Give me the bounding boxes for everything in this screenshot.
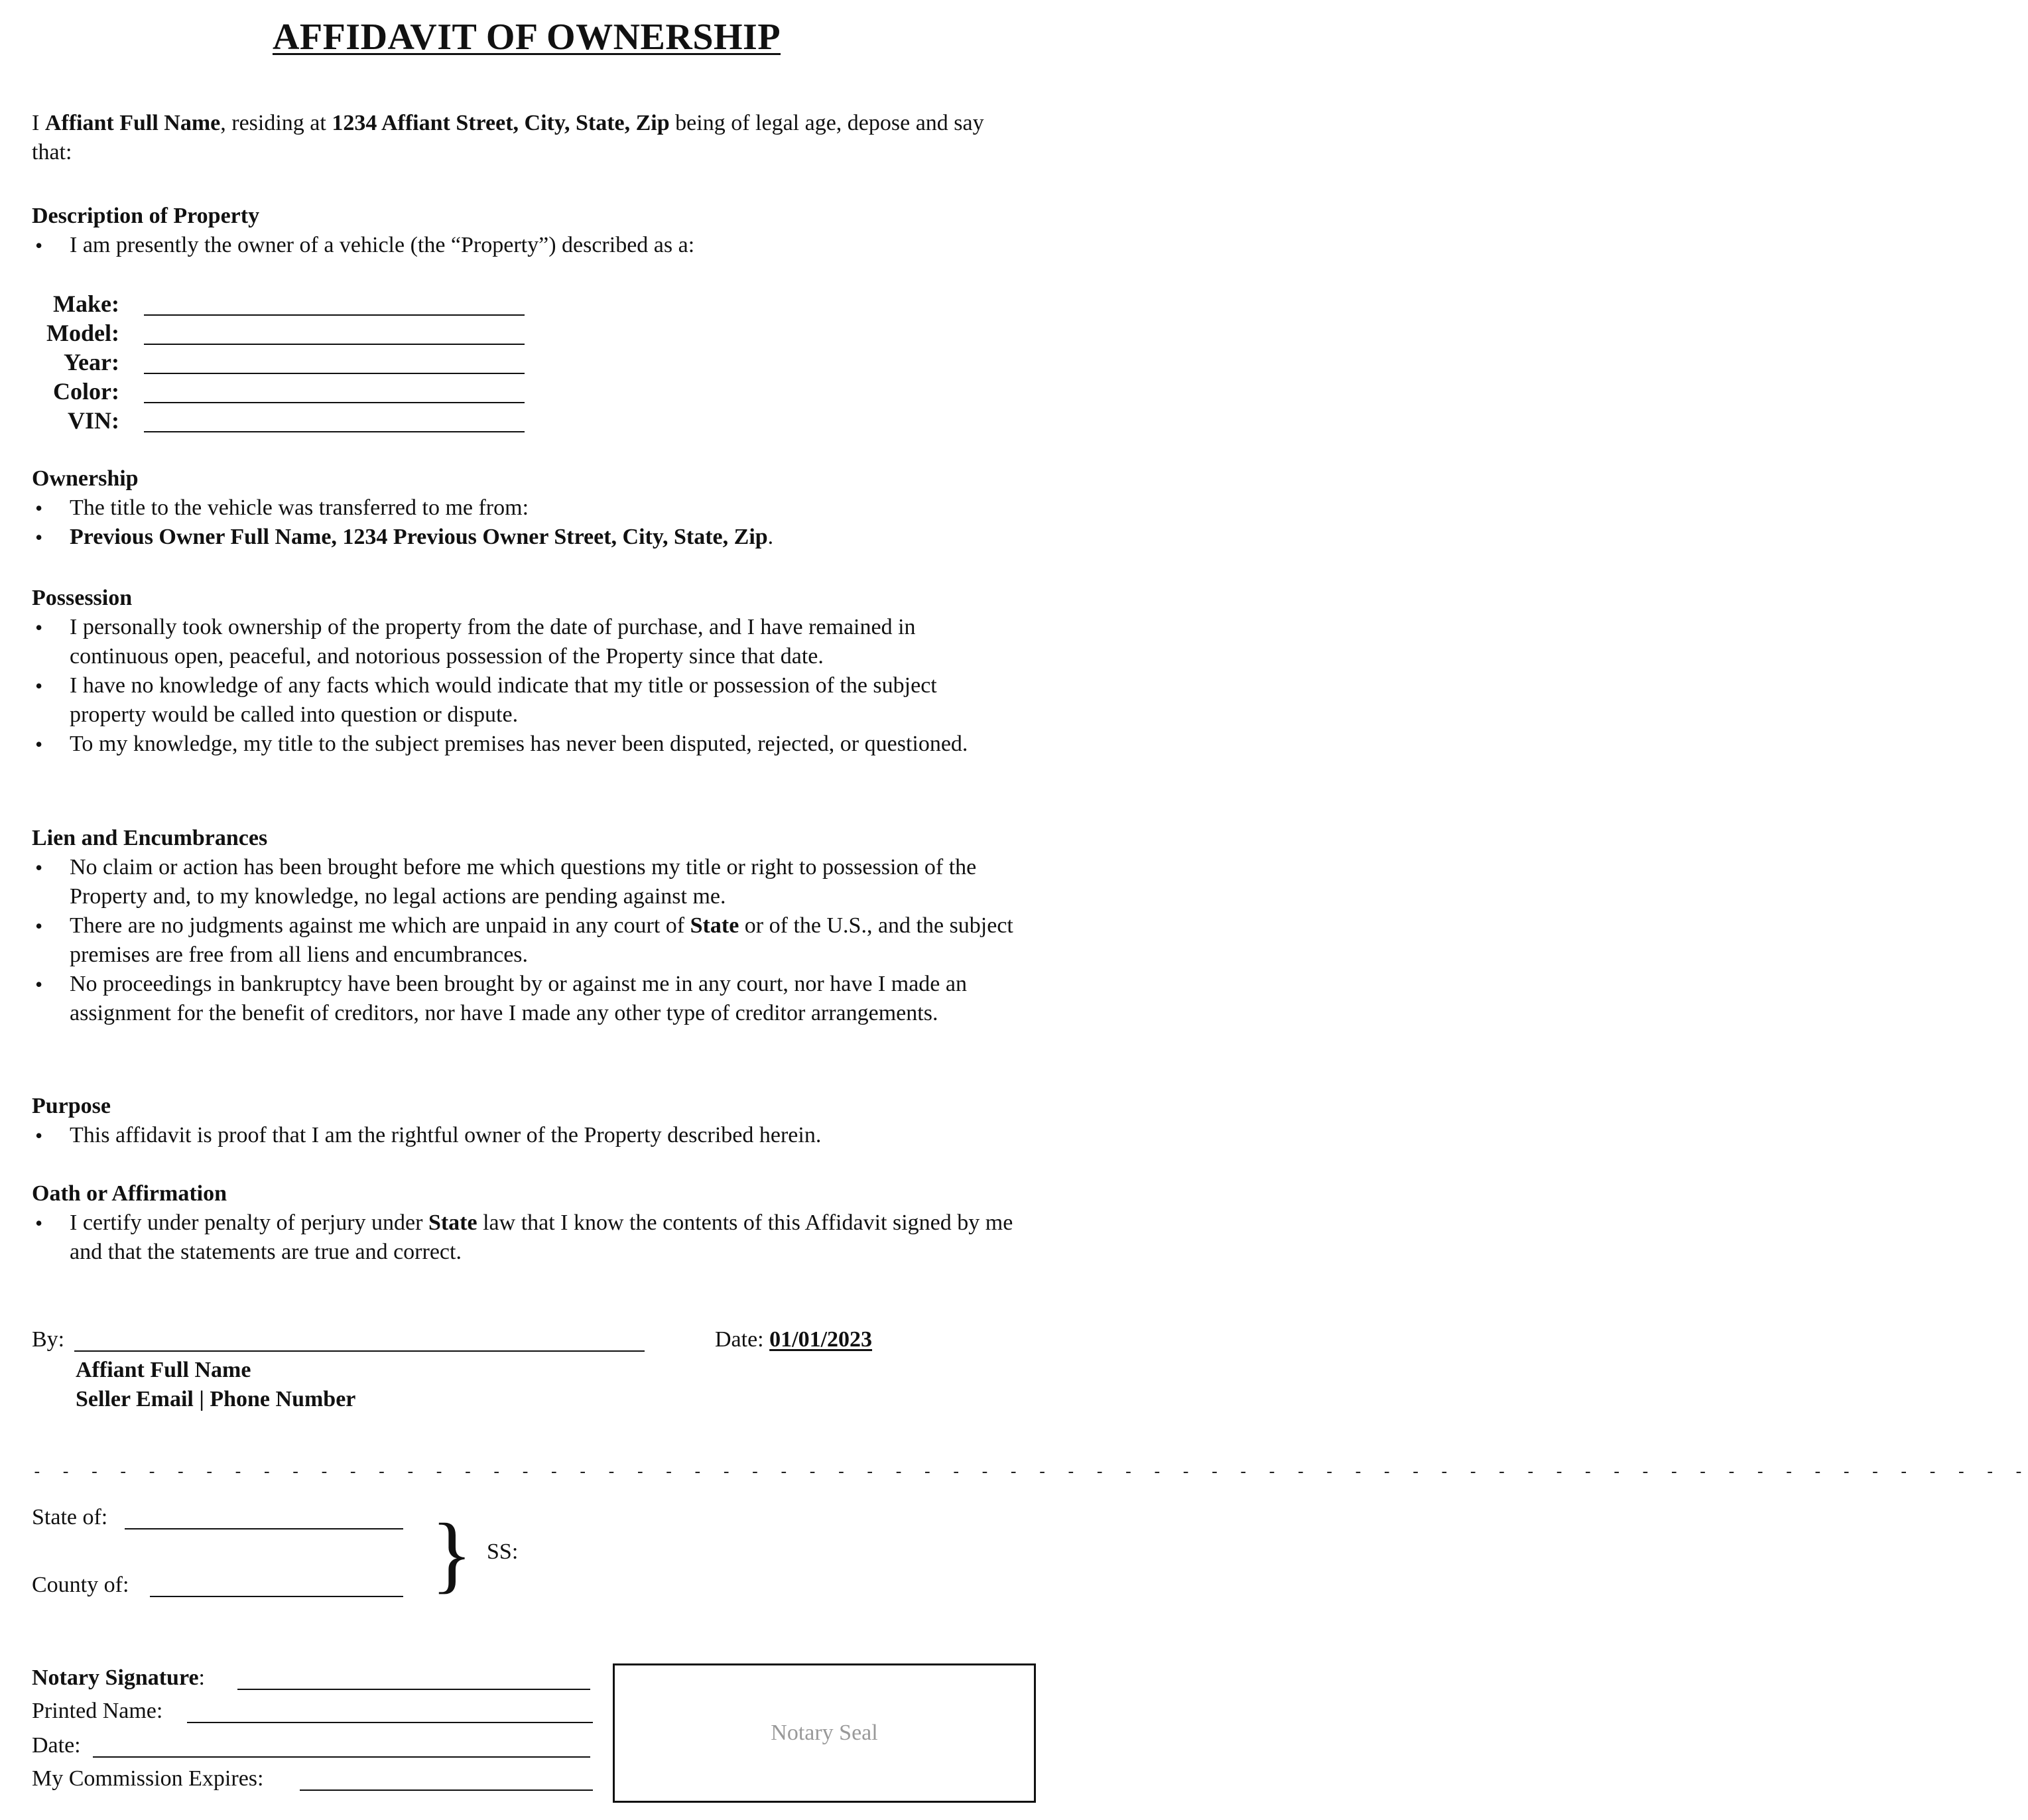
notary-seal-box (613, 1663, 1036, 1803)
color-label: Color: (53, 378, 119, 405)
vin-line[interactable] (144, 431, 525, 432)
printed-name-line[interactable] (187, 1722, 593, 1723)
year-label: Year: (64, 349, 119, 375)
brace-icon: } (431, 1506, 473, 1602)
commission-line[interactable] (300, 1789, 593, 1791)
possession-heading: Possession (32, 586, 133, 610)
county-line[interactable] (150, 1596, 403, 1597)
oath-text-a: I certify under penalty of perjury under (70, 1210, 428, 1235)
model-label: Model: (46, 320, 119, 346)
make-line[interactable] (144, 314, 525, 316)
purpose-heading: Purpose (32, 1094, 111, 1118)
color-line[interactable] (144, 402, 525, 403)
signer-contact: Seller Email | Phone Number (76, 1387, 356, 1411)
lien-state: State (690, 913, 739, 938)
previous-owner-period: . (767, 525, 774, 549)
divider: - - - - - - - - - - - - - - - - - - - - - - - - - - - - - - - - - - - - - - - - - - - - - - - - - - - - - - - - - - - - - - - - - - - - - - (32, 1462, 2028, 1482)
notary-date-line[interactable] (93, 1756, 590, 1758)
year-line[interactable] (144, 373, 525, 374)
notary-signature-colon: : (198, 1665, 205, 1690)
oath-text-b: law that I know the contents of this Affidavit signed by me and that the statements are true and correct. (70, 1210, 1013, 1264)
intro-i: I (32, 111, 45, 135)
possession-list (32, 613, 1013, 759)
affiant-name: Affiant Full Name (44, 111, 221, 135)
list-item: • I have no knowledge of any facts which would indicate that my title or possession of the subject property would be called into question or dispute. (32, 671, 1013, 730)
oath-list (32, 1208, 1013, 1267)
intro-residing: , residing at (220, 111, 332, 135)
signature-line[interactable] (74, 1350, 645, 1352)
signer-name: Affiant Full Name (76, 1358, 251, 1382)
date-label: Date: (715, 1327, 770, 1352)
list-item: • The title to the vehicle was transferred to me from: (32, 493, 1013, 523)
notary-signature-label: Notary Signature (32, 1665, 199, 1690)
lien-heading: Lien and Encumbrances (32, 826, 268, 850)
list-item: • I am presently the owner of a vehicle (the “Property”) described as a: (32, 231, 1013, 260)
make-label: Make: (53, 291, 119, 317)
commission-label: My Commission Expires: (32, 1766, 264, 1791)
list-item: • No claim or action has been brought before me which questions my title or right to possession of the Property and, to my knowledge, no legal actions are pending against me. (32, 853, 1013, 911)
lien-list (32, 853, 1013, 1028)
date-block (715, 1325, 872, 1354)
county-label: County of: (32, 1573, 129, 1597)
description-list (32, 231, 1013, 260)
notary-date-label: Date: (32, 1733, 81, 1758)
list-item (32, 911, 1013, 970)
notary-signature-label-block (32, 1663, 205, 1693)
ownership-heading: Ownership (32, 466, 139, 491)
oath-state: State (428, 1210, 477, 1235)
vin-label: VIN: (68, 407, 119, 434)
list-item (32, 1208, 1013, 1267)
by-label: By: (32, 1327, 65, 1352)
model-line[interactable] (144, 344, 525, 345)
date-value: 01/01/2023 (769, 1327, 873, 1352)
notary-seal-label: Notary Seal (771, 1721, 878, 1745)
state-line[interactable] (125, 1528, 403, 1529)
intro-rest: being of legal age, depose and say that: (32, 111, 984, 164)
list-item: • This affidavit is proof that I am the rightful owner of the Property described herein. (32, 1121, 1013, 1150)
ss-label: SS: (487, 1539, 519, 1564)
list-item: • No proceedings in bankruptcy have been brought by or against me in any court, nor have I made an assignment for the benefit of creditors, nor have I made any other type of creditor arrangements. (32, 970, 1013, 1028)
oath-heading: Oath or Affirmation (32, 1181, 227, 1206)
affiant-address: 1234 Affiant Street, City, State, Zip (332, 111, 670, 135)
list-item: • I personally took ownership of the property from the date of purchase, and I have remained in continuous open, peaceful, and notorious possession of the Property since that date. (32, 613, 1013, 671)
state-label: State of: (32, 1505, 108, 1529)
lien-text-a: There are no judgments against me which are unpaid in any court of (70, 913, 690, 938)
notary-signature-line[interactable] (237, 1689, 590, 1690)
printed-name-label: Printed Name: (32, 1699, 163, 1723)
purpose-list (32, 1121, 1013, 1150)
list-item (32, 523, 1013, 552)
description-heading: Description of Property (32, 204, 260, 228)
list-item: • To my knowledge, my title to the subject premises has never been disputed, rejected, or questioned. (32, 730, 1013, 759)
previous-owner: Previous Owner Full Name, 1234 Previous Owner Street, City, State, Zip (70, 525, 768, 549)
intro-paragraph (32, 109, 1013, 167)
document-title: AFFIDAVIT OF OWNERSHIP (272, 17, 781, 58)
lien-text-b: or of the U.S., and the subject premises are free from all liens and encumbrances. (70, 913, 1013, 967)
ownership-list (32, 493, 1013, 552)
